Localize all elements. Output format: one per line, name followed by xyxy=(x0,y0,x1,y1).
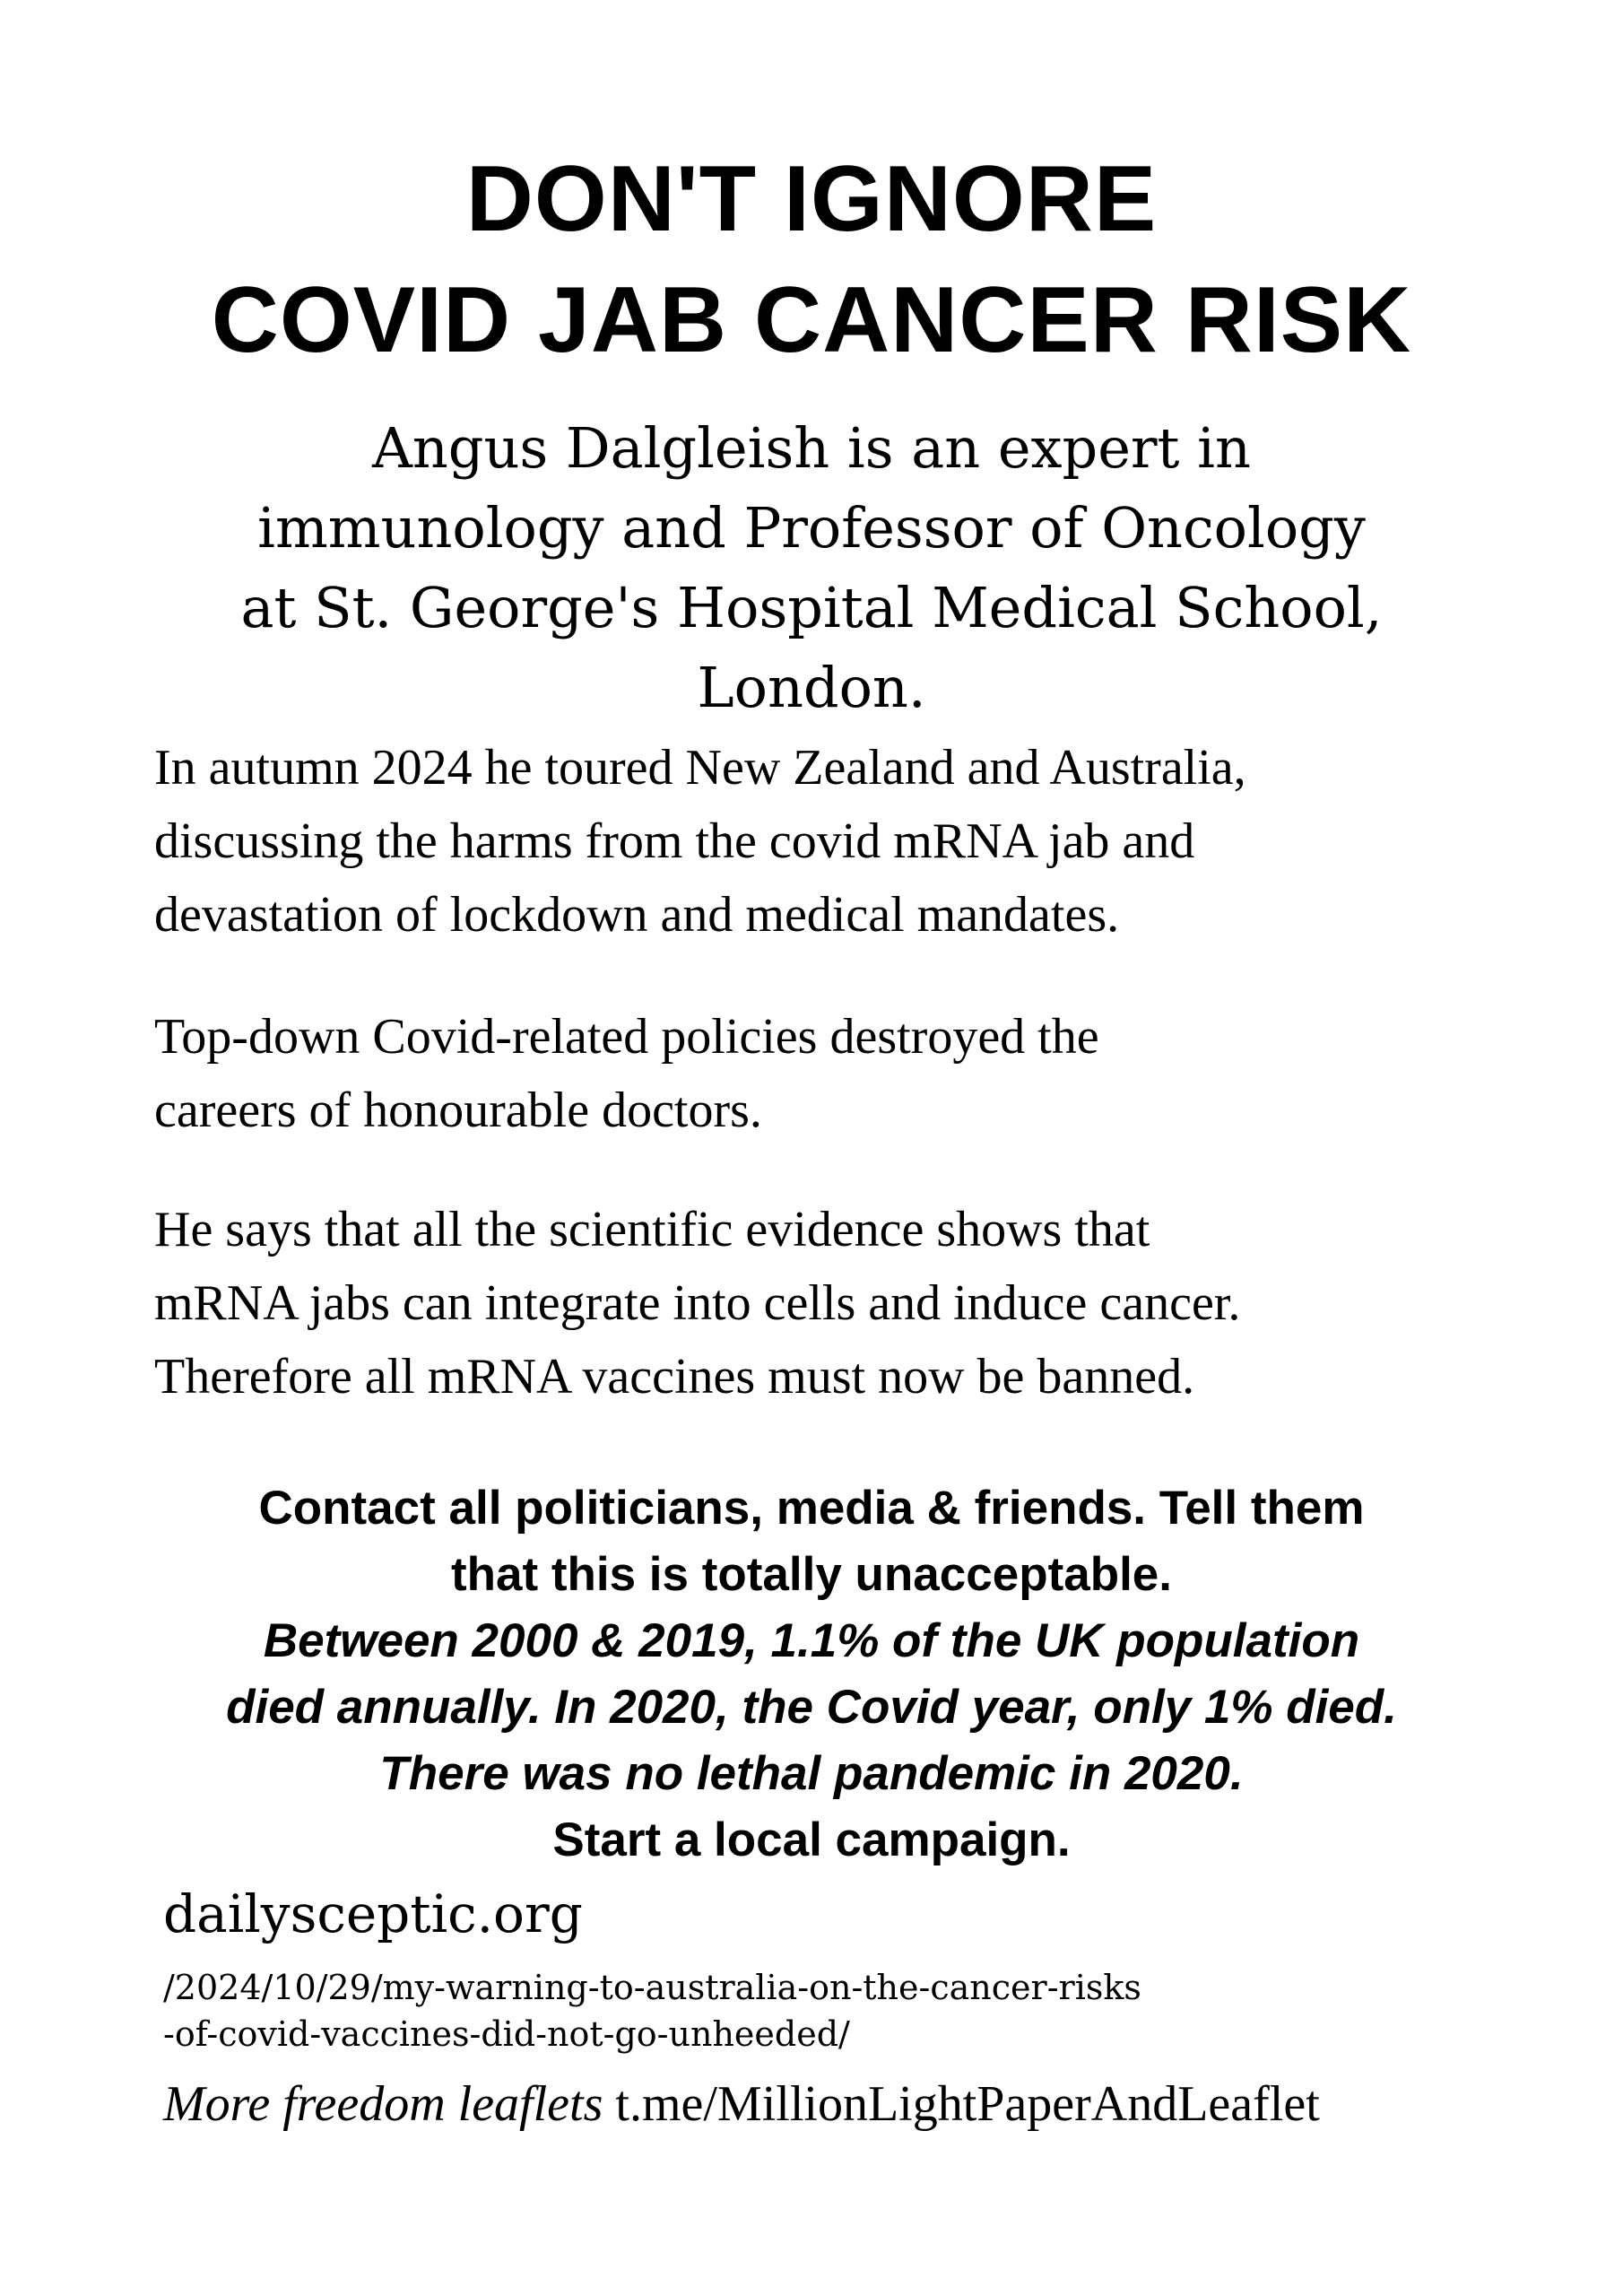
contact-line: that this is totally unacceptable. xyxy=(450,1548,1172,1601)
intro-line: Angus Dalgleish is an expert in xyxy=(372,415,1251,481)
intro-line: at St. George's Hospital Medical School, xyxy=(240,575,1383,640)
footer-link: t.me/MillionLightPaperAndLeaflet xyxy=(615,2076,1320,2132)
source-path xyxy=(163,1964,1141,2057)
statistic-line: There was no lethal pandemic in 2020. xyxy=(379,1747,1244,1800)
policies-paragraph xyxy=(154,1000,1099,1147)
tour-paragraph xyxy=(154,731,1246,952)
call-to-action xyxy=(90,1475,1533,1874)
statistic-line: died annually. In 2020, the Covid year, only 1% died. xyxy=(226,1681,1397,1734)
contact-line: Contact all politicians, media & friends. Tell them xyxy=(258,1482,1365,1535)
intro-line: London. xyxy=(697,655,926,720)
evidence-paragraph xyxy=(154,1193,1240,1413)
paragraph-line: mRNA jabs can integrate into cells and induce cancer. xyxy=(154,1275,1241,1331)
paragraph-line: He says that all the scientific evidence shows that xyxy=(154,1202,1150,1257)
headline-line-1: DON'T IGNORE xyxy=(465,147,1158,251)
footer-line xyxy=(163,2076,1320,2132)
paragraph-line: discussing the harms from the covid mRNA jab and xyxy=(154,813,1195,869)
paragraph-line: devastation of lockdown and medical mandates. xyxy=(154,887,1120,943)
paragraph-line: careers of honourable doctors. xyxy=(154,1083,762,1138)
statistic-line: Between 2000 & 2019, 1.1% of the UK population xyxy=(263,1614,1360,1667)
headline-line-2: COVID JAB CANCER RISK xyxy=(211,268,1412,372)
intro-block xyxy=(108,408,1515,727)
source-path-line: -of-covid-vaccines-did-not-go-unheeded/ xyxy=(163,2014,850,2054)
intro-line: immunology and Professor of Oncology xyxy=(257,495,1366,561)
paragraph-line: Therefore all mRNA vaccines must now be banned. xyxy=(154,1349,1195,1405)
source-path-line: /2024/10/29/my-warning-to-australia-on-the-cancer-risks xyxy=(163,1968,1141,2007)
footer-label: More freedom leaflets xyxy=(163,2076,603,2132)
campaign-line: Start a local campaign. xyxy=(552,1813,1071,1866)
source-domain: dailysceptic.org xyxy=(163,1883,583,1944)
paragraph-line: Top-down Covid-related policies destroyed the xyxy=(154,1009,1099,1065)
paragraph-line: In autumn 2024 he toured New Zealand and Australia, xyxy=(154,740,1246,796)
